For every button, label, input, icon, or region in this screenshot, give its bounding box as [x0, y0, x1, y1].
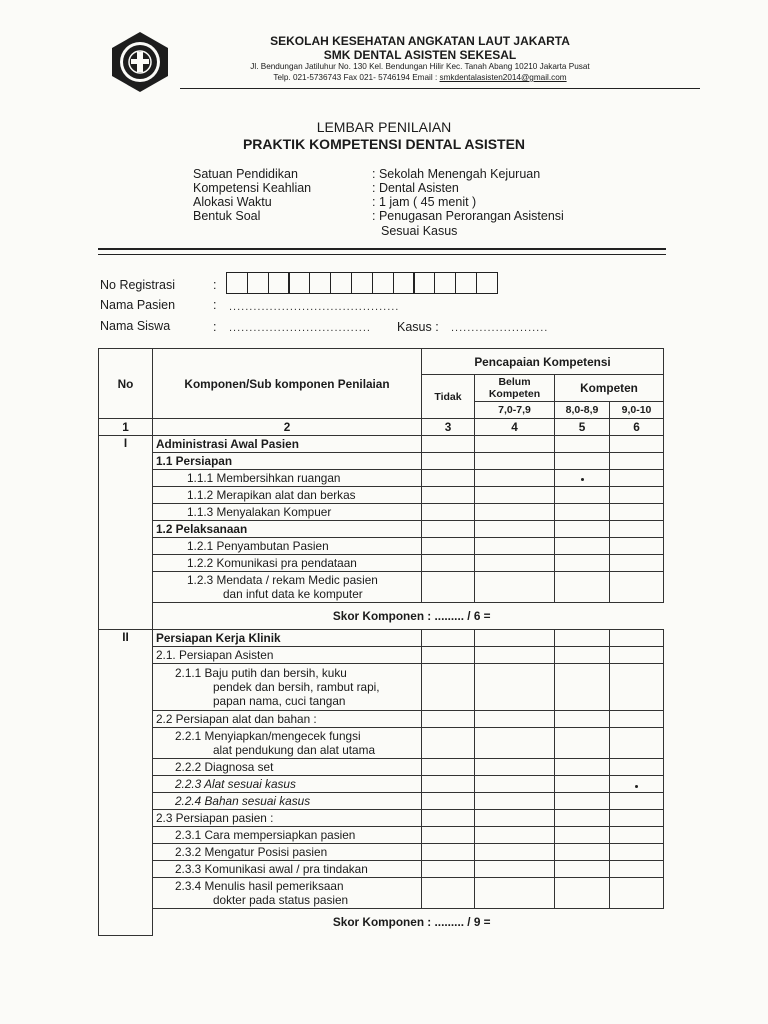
nama-pasien-label: Nama Pasien	[100, 298, 176, 312]
info-value: : Sekolah Menengah Kejuruan	[372, 167, 541, 181]
table-row	[99, 776, 664, 793]
info-label: Satuan Pendidikan	[193, 167, 298, 181]
colon: :	[213, 278, 217, 292]
criterion	[153, 728, 422, 759]
criterion: 2.3.3 Komunikasi awal / pra tindakan	[153, 861, 422, 878]
info-label: Bentuk Soal	[193, 209, 261, 223]
mark-dot	[635, 785, 638, 788]
criterion-line: 2.1.1 Baju putih dan bersih, kuku	[175, 666, 347, 680]
col-komponen-header: Komponen/Sub komponen Penilaian	[153, 349, 422, 419]
criterion: 1.1.2 Merapikan alat dan berkas	[153, 487, 422, 504]
section-title: Persiapan Kerja Klinik	[153, 630, 422, 647]
school-name: SEKOLAH KESEHATAN ANGKATAN LAUT JAKARTA	[270, 34, 570, 48]
table-row	[99, 759, 664, 776]
skor-komponen: Skor Komponen : ......... / 9 =	[153, 909, 664, 936]
col-tidak-header: Tidak	[422, 375, 475, 419]
col-number: 1	[99, 419, 153, 436]
colon: :	[213, 320, 217, 334]
email-link[interactable]: smkdentalasisten2014@gmail.com	[439, 73, 567, 82]
criterion	[153, 878, 422, 909]
criterion-line: 2.3.4 Menulis hasil pemeriksaan	[175, 879, 344, 893]
criterion: 2.2.4 Bahan sesuai kasus	[153, 793, 422, 810]
table-row	[99, 470, 664, 487]
info-value: Sesuai Kasus	[381, 224, 458, 238]
table-row	[99, 827, 664, 844]
subsection-title: 2.3 Persiapan pasien :	[153, 810, 422, 827]
subsection-title: 1.2 Pelaksanaan	[153, 521, 422, 538]
criterion: 2.3.2 Mengatur Posisi pasien	[153, 844, 422, 861]
nama-siswa-label: Nama Siswa	[100, 319, 171, 333]
table-head-row	[99, 349, 664, 375]
col-kompeten-header: Kompeten	[555, 375, 664, 402]
criterion-line: pendek dan bersih, rambut rapi,	[213, 680, 380, 694]
table-row	[99, 664, 664, 711]
kasus-label: Kasus :	[397, 320, 439, 334]
criterion: 1.1.1 Membersihkan ruangan	[153, 470, 422, 487]
subsection-row	[99, 711, 664, 728]
school-unit: SMK DENTAL ASISTEN SEKESAL	[323, 48, 517, 62]
criterion: 1.1.3 Menyalakan Kompuer	[153, 504, 422, 521]
table-row	[99, 487, 664, 504]
school-logo-icon	[108, 30, 172, 94]
skor-row	[99, 909, 664, 936]
subsection-row	[99, 810, 664, 827]
criterion-line: papan nama, cuci tangan	[213, 694, 346, 708]
criterion: 2.3.1 Cara mempersiapkan pasien	[153, 827, 422, 844]
criterion: 2.2.2 Diagnosa set	[153, 759, 422, 776]
criterion	[153, 572, 422, 603]
subsection-title: 2.2 Persiapan alat dan bahan :	[153, 711, 422, 728]
criterion-line: dokter pada status pasien	[213, 893, 349, 907]
col-number: 2	[153, 419, 422, 436]
table-row	[99, 861, 664, 878]
subsection-row	[99, 453, 664, 470]
doc-subtitle: PRAKTIK KOMPETENSI DENTAL ASISTEN	[242, 136, 526, 152]
subsection-title: 2.1. Persiapan Asisten	[153, 647, 422, 664]
subsection-row	[99, 521, 664, 538]
col-number: 4	[475, 419, 555, 436]
subsection-title: 1.1 Persiapan	[153, 453, 422, 470]
no-registrasi-label: No Registrasi	[100, 278, 176, 292]
col-pencapaian-header: Pencapaian Kompetensi	[422, 349, 664, 375]
col-number: 3	[422, 419, 475, 436]
info-value: : 1 jam ( 45 menit )	[372, 195, 477, 209]
school-contact	[180, 73, 660, 82]
no-registrasi-boxes[interactable]	[226, 272, 497, 294]
header-rule	[180, 88, 700, 89]
table-row	[99, 793, 664, 810]
colon: :	[213, 298, 217, 312]
criterion	[153, 664, 422, 711]
mark-dot	[581, 478, 584, 481]
doc-title: LEMBAR PENILAIAN	[316, 119, 452, 135]
info-label: Alokasi Waktu	[193, 195, 272, 209]
info-label: Kompetensi Keahlian	[193, 181, 312, 195]
subsection-row	[99, 647, 664, 664]
criterion-line: alat pendukung dan alat utama	[213, 743, 376, 757]
range-header: 7,0-7,9	[475, 402, 555, 419]
criterion-line: 1.2.3 Mendata / rekam Medic pasien	[187, 573, 378, 587]
range-header: 9,0-10	[610, 402, 664, 419]
criterion: 1.2.1 Penyambutan Pasien	[153, 538, 422, 555]
table-row	[99, 728, 664, 759]
col-no-header: No	[99, 349, 153, 419]
phone-fax: Telp. 021-5736743 Fax 021- 5746194 Email :	[273, 73, 440, 82]
table-row	[99, 572, 664, 603]
section-row	[99, 436, 664, 453]
table-row	[99, 878, 664, 909]
section-number: II	[99, 630, 153, 936]
skor-row	[99, 603, 664, 630]
col-number: 6	[610, 419, 664, 436]
table-row	[99, 504, 664, 521]
table-row	[99, 538, 664, 555]
range-header: 8,0-8,9	[555, 402, 610, 419]
school-address: Jl. Bendungan Jatiluhur No. 130 Kel. Bendungan Hilir Kec. Tanah Abang 10210 Jakarta Pusat	[250, 62, 590, 71]
col-number: 5	[555, 419, 610, 436]
criterion-line: 2.2.1 Menyiapkan/mengecek fungsi	[175, 729, 361, 743]
double-rule-top	[98, 248, 666, 250]
column-number-row	[99, 419, 664, 436]
nama-pasien-field[interactable]: ..........................................	[229, 301, 400, 313]
criterion-line: dan infut data ke komputer	[223, 587, 363, 601]
table-row	[99, 555, 664, 572]
criterion: 2.2.3 Alat sesuai kasus	[153, 776, 422, 793]
section-title: Administrasi Awal Pasien	[153, 436, 422, 453]
assessment-table	[98, 348, 664, 936]
double-rule-bottom	[98, 254, 666, 255]
nama-siswa-field[interactable]: ...................................	[229, 322, 371, 334]
section-number: I	[99, 436, 153, 630]
info-value: : Dental Asisten	[372, 181, 459, 195]
col-belum-header: Belum Kompeten	[475, 375, 555, 402]
kasus-field[interactable]: ........................	[451, 322, 549, 334]
skor-komponen: Skor Komponen : ......... / 6 =	[153, 603, 664, 630]
criterion: 1.2.2 Komunikasi pra pendataan	[153, 555, 422, 572]
table-row	[99, 844, 664, 861]
section-row	[99, 630, 664, 647]
info-value: : Penugasan Perorangan Asistensi	[372, 209, 564, 223]
